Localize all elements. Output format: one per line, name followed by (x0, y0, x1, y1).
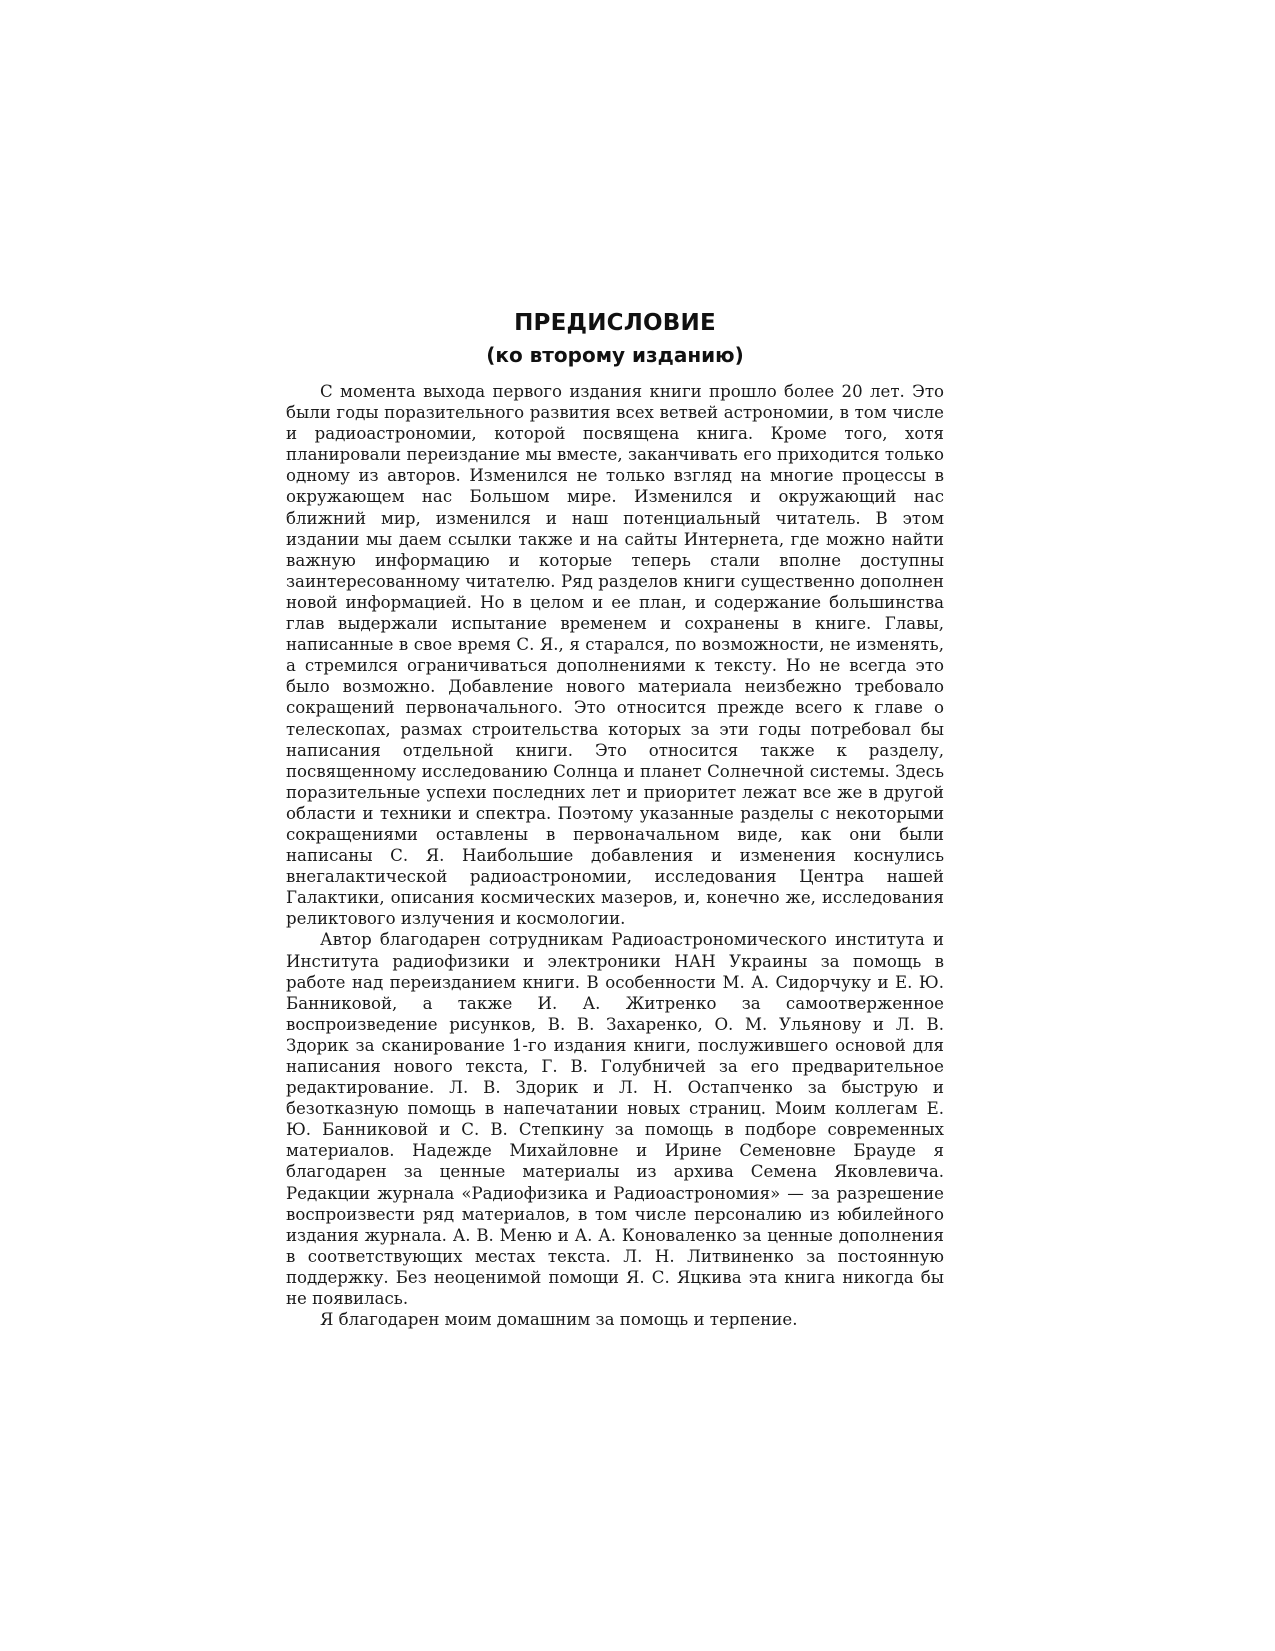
paragraph-2: Автор благодарен сотрудникам Радиоастрономического института и Института радиофизики и электроники НАН Украины за помощь в работе над переизданием книги. В особенности М. А. Сидорчуку и Е. Ю. Банниковой, а также И. А. Житренко за самоотверженное воспроизведение рисунков, В. В. Захаренко, О. М. Ульянову и Л. В. Здорик за сканирование 1-го издания книги, послужившего основой для написания нового текста, Г. В. Голубничей за его предварительное редактирование. Л. В. Здорик и Л. Н. Остапченко за быструю и безотказную помощь в напечатании новых страниц. Моим коллегам Е. Ю. Банниковой и С. В. Степкину за помощь в подборе современных материалов. Надежде Михайловне и Ирине Семеновне Брауде я благодарен за ценные материалы из архива Семена Яковлевича. Редакции журнала «Радиофизика и Радиоастрономия» — за разрешение воспроизвести ряд материалов, в том числе персоналию из юбилейного издания журнала. А. В. Меню и А. А. Коноваленко за ценные дополнения в соответствующих местах текста. Л. Н. Литвиненко за постоянную поддержку. Без неоценимой помощи Я. С. Яцкива эта книга никогда бы не появилась. (286, 930, 944, 1309)
paragraph-3: Я благодарен моим домашним за помощь и терпение. (320, 1310, 798, 1330)
page-title: ПРЕДИСЛОВИЕ (514, 310, 716, 336)
heading-block (286, 306, 944, 370)
preface-body (286, 381, 944, 1330)
paragraph-1: С момента выхода первого издания книги прошло более 20 лет. Это были годы поразительного развития всех ветвей астрономии, в том числе и радиоастрономии, которой посвящена книга. Кроме того, хотя планировали переиздание мы вместе, заканчивать его приходится только одному из авторов. Изменился не только взгляд на многие процессы в окружающем нас Большом мире. Изменился и окружающий нас ближний мир, изменился и наш потенциальный читатель. В этом издании мы даем ссылки также и на сайты Интернета, где можно найти важную информацию и которые теперь стали вполне доступны заинтересованному читателю. Ряд разделов книги существенно дополнен новой информацией. Но в целом и ее план, и содержание большинства глав выдержали испытание временем и сохранены в книге. Главы, написанные в свое время С. Я., я старался, по возможности, не изменять, а стремился ограничиваться дополнениями к тексту. Но не всегда это было возможно. Добавление нового материала неизбежно требовало сокращений первоначального. Это относится прежде всего к главе о телескопах, размах строительства которых за эти годы потребовал бы написания отдельной книги. Это относится также к разделу, посвященному исследованию Солнца и планет Солнечной системы. Здесь поразительные успехи последних лет и приоритет лежат все же в другой области и техники и спектра. Поэтому указанные разделы с некоторыми сокращениями оставлены в первоначальном виде, как они были написаны С. Я. Наибольшие добавления и изменения коснулись внегалактической радиоастрономии, исследования Центра нашей Галактики, описания космических мазеров, и, конечно же, исследования реликтового излучения и космологии. (286, 382, 944, 929)
page-subtitle: (ко второму изданию) (486, 343, 744, 367)
